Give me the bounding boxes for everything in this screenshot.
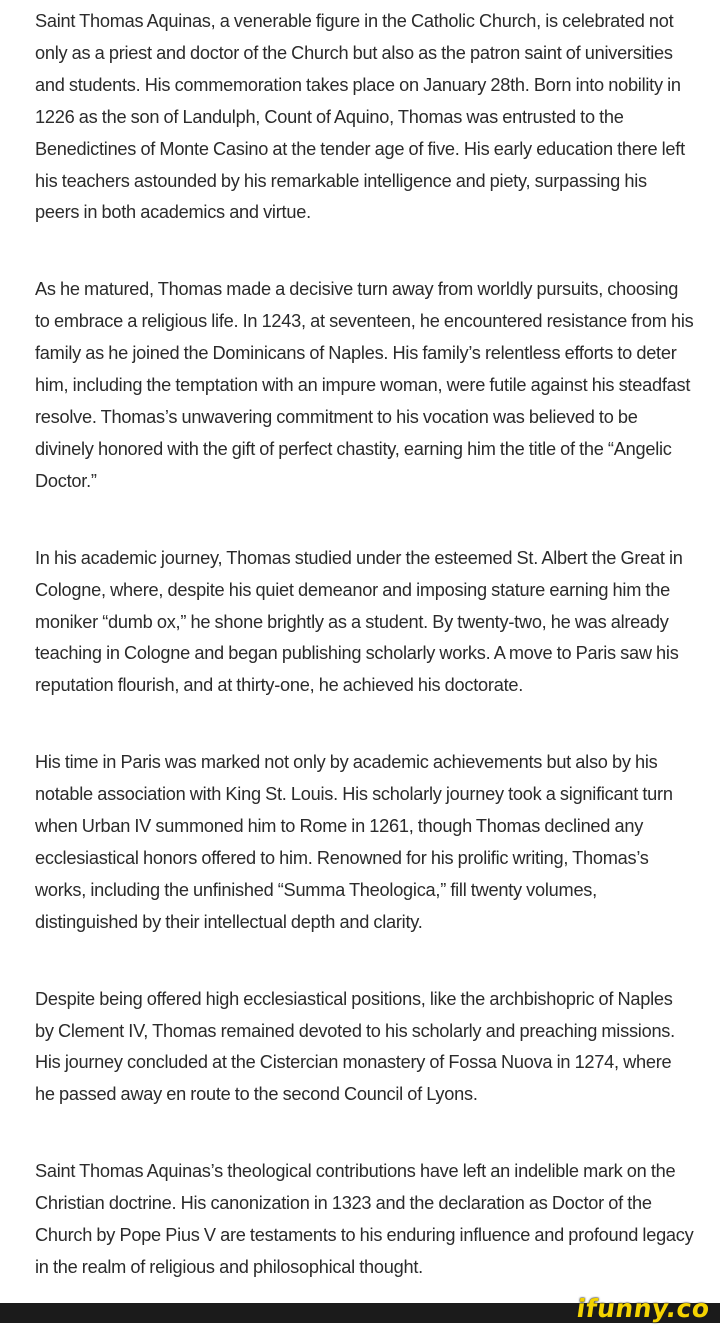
paragraph-3: In his academic journey, Thomas studied under the esteemed St. Albert the Great in Cologne, where, despite his quiet demeanor and imposing stature earning him the moniker “dumb ox,” he shone brightly as a student. By twenty-two, he was already teaching in Cologne and began publishing scholarly works. A move to Paris saw his reputation flourish, and at thirty-one, he achieved his doctorate.	[35, 547, 683, 696]
paragraph-5: Despite being offered high ecclesiastical positions, like the archbishopric of Naples by Clement IV, Thomas remained devoted to his scholarly and preaching missions. His journey concluded at the Cistercian monastery of Fossa Nuova in 1274, where he passed away en route to the second Council of Lyons.	[35, 988, 675, 1105]
paragraph-1: Saint Thomas Aquinas, a venerable figure in the Catholic Church, is celebrated not only as a priest and doctor of the Church but also as the patron saint of universities and students. His commemoration takes place on January 28th. Born into nobility in 1226 as the son of Landulph, Count of Aquino, Thomas was entrusted to the Benedictines of Monte Casino at the tender age of five. His early education there left his teachers astounded by his remarkable intelligence and piety, surpassing his peers in both academics and virtue.	[35, 11, 685, 223]
paragraph-2: As he matured, Thomas made a decisive turn away from worldly pursuits, choosing to embrace a religious life. In 1243, at seventeen, he encountered resistance from his family as he joined the Dominicans of Naples. His family’s relentless efforts to deter him, including the temptation with an impure woman, were futile against his steadfast resolve. Thomas’s unwavering commitment to his vocation was believed to be divinely honored with the gift of perfect chastity, earning him the title of the “Angelic Doctor.”	[35, 279, 694, 491]
watermark-text: ifunny.co	[574, 1294, 712, 1323]
paragraph-4: His time in Paris was marked not only by academic achievements but also by his notable association with King St. Louis. His scholarly journey took a significant turn when Urban IV summoned him to Rome in 1261, though Thomas declined any ecclesiastical honors offered to him. Renowned for his prolific writing, Thomas’s works, including the unfinished “Summa Theologica,” fill twenty volumes, distinguished by their intellectual depth and clarity.	[35, 752, 673, 932]
ifunny-watermark	[571, 1292, 716, 1323]
paragraph-6: Saint Thomas Aquinas’s theological contributions have left an indelible mark on the Christian doctrine. His canonization in 1323 and the declaration as Doctor of the Church by Pope Pius V are testaments to his enduring influence and profound legacy in the realm of religious and philosophical thought.	[35, 1161, 694, 1277]
article-body	[35, 6, 695, 1329]
